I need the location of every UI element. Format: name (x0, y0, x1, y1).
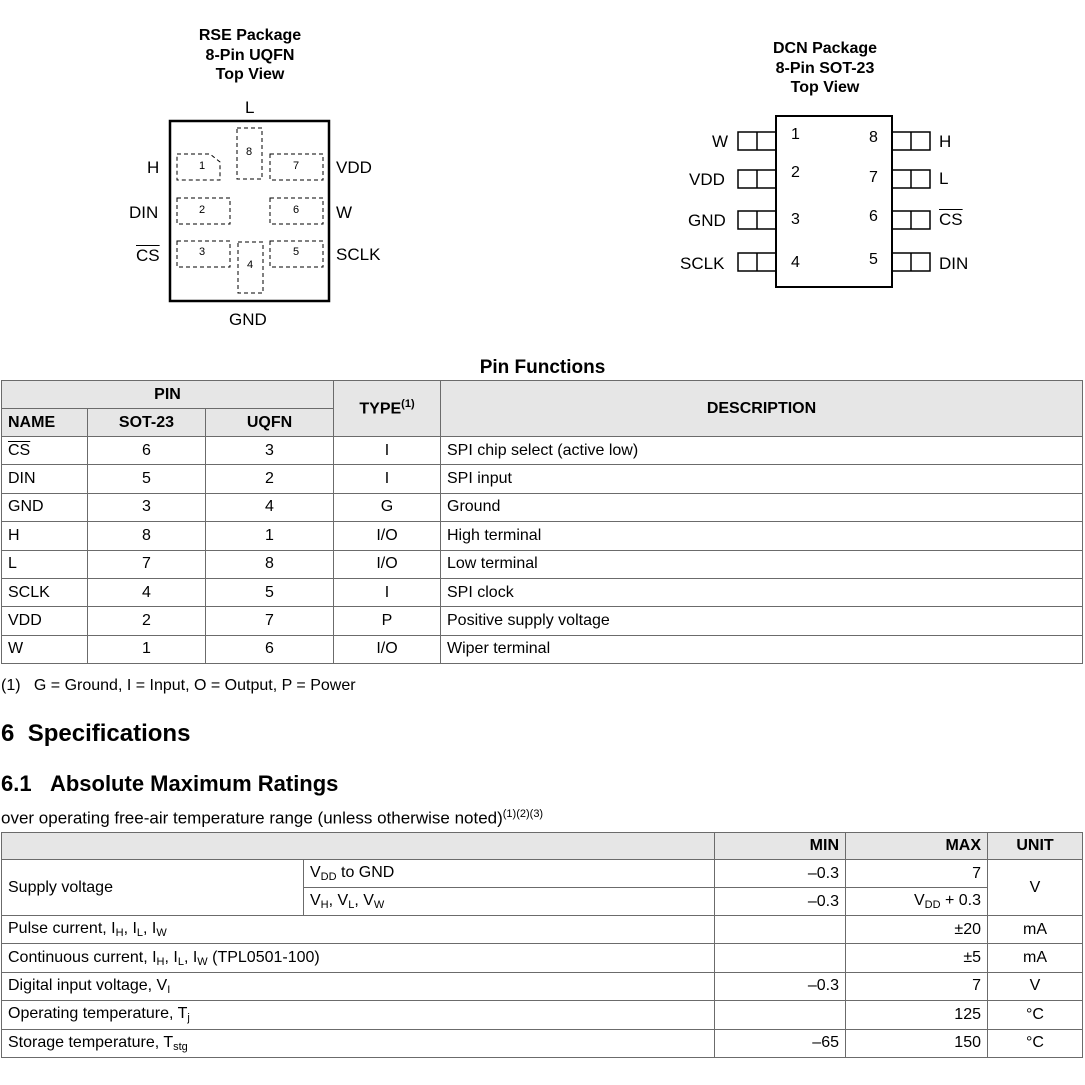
pad-number: 5 (293, 246, 300, 258)
min-cell: –0.3 (715, 888, 846, 916)
rse-pin-label: DIN (129, 203, 159, 222)
uqfn-cell: 2 (206, 465, 334, 493)
parameter-cell: Digital input voltage, $V_I$ (2, 972, 715, 1000)
sot23-cell: 6 (88, 437, 206, 465)
rse-pin-label: W (336, 203, 353, 222)
min-cell: –0.3 (715, 860, 846, 888)
max-cell: 7 (846, 972, 988, 1000)
description-cell: SPI input (441, 465, 1083, 493)
max-cell: ±5 (846, 944, 988, 972)
pad-number: 6 (293, 204, 300, 216)
parameter-cell: Continuous current, $I_H$, $I_L$, $I_W$ (TPL0501-100) (2, 944, 715, 972)
table-row (2, 522, 1083, 550)
sot23-cell: 8 (88, 522, 206, 550)
rse-pin-label: $\overline{CS}$ (136, 246, 160, 265)
pin-name-cell: L (2, 550, 88, 578)
table-row (2, 1029, 1083, 1057)
pin-name-cell: VDD (2, 607, 88, 635)
description-cell: High terminal (441, 522, 1083, 550)
uqfn-cell: 8 (206, 550, 334, 578)
unit-cell: °C (988, 1001, 1083, 1029)
parameter-header (2, 833, 715, 860)
rse-pin-label: VDD (336, 158, 372, 177)
uqfn-cell: 1 (206, 522, 334, 550)
pin-functions-footnote: (1) G = Ground, I = Input, O = Output, P = Power (1, 677, 356, 694)
pin-functions-table (1, 380, 1083, 664)
abs-max-table (1, 832, 1083, 1058)
sot23-cell: 5 (88, 465, 206, 493)
unit-cell: V (988, 860, 1083, 916)
unit-cell: °C (988, 1029, 1083, 1057)
sot23-cell: 3 (88, 493, 206, 521)
pin-name-cell: W (2, 635, 88, 663)
type-cell: I/O (334, 522, 441, 550)
table-row (2, 1001, 1083, 1029)
min-header: MIN (715, 833, 846, 860)
type-cell: I (334, 437, 441, 465)
min-cell: –65 (715, 1029, 846, 1057)
parameter-cell: Operating temperature, $T_j$ (2, 1001, 715, 1029)
unit-header: UNIT (988, 833, 1083, 860)
type-cell: G (334, 493, 441, 521)
pin-name-cell: H (2, 522, 88, 550)
parameter-cell: Pulse current, $I_H$, $I_L$, $I_W$ (2, 916, 715, 944)
min-cell (715, 1001, 846, 1029)
table-row (2, 550, 1083, 578)
rse-pin-label: GND (229, 310, 267, 329)
description-cell: Positive supply voltage (441, 607, 1083, 635)
sot23-cell: 7 (88, 550, 206, 578)
parameter-cell: Storage temperature, $T_{stg}$ (2, 1029, 715, 1057)
type-cell: I (334, 465, 441, 493)
table-row (2, 860, 1083, 888)
dcn-pin-label: SCLK (680, 254, 725, 273)
sot23-cell: 1 (88, 635, 206, 663)
pad-number: 7 (293, 160, 300, 172)
abs-max-subtitle: over operating free-air temperature range (unless otherwise noted)$^{(1)(2)(3)}$ (1, 808, 544, 828)
description-cell: Ground (441, 493, 1083, 521)
unit-cell: mA (988, 916, 1083, 944)
type-header: TYPE$^{(1)}$ (334, 381, 441, 437)
description-cell: SPI chip select (active low) (441, 437, 1083, 465)
table-row (2, 916, 1083, 944)
dcn-pin-number: 4 (791, 254, 800, 271)
unit-cell: mA (988, 944, 1083, 972)
pin-functions-title: Pin Functions (479, 357, 606, 378)
min-cell: –0.3 (715, 972, 846, 1000)
type-cell: I (334, 578, 441, 606)
description-cell: Low terminal (441, 550, 1083, 578)
uqfn-header: UQFN (206, 409, 334, 437)
description-header: DESCRIPTION (441, 381, 1083, 437)
uqfn-cell: 3 (206, 437, 334, 465)
table-row (2, 437, 1083, 465)
table-row (2, 607, 1083, 635)
max-header: MAX (846, 833, 988, 860)
pad-number: 2 (199, 204, 206, 216)
rse-package-title: RSE Package 8-Pin UQFN Top View (198, 27, 302, 83)
parameter-cell: $V_{DD}$ to GND (304, 860, 715, 888)
dcn-package-title: DCN Package 8-Pin SOT-23 Top View (772, 40, 878, 96)
pad-number: 8 (246, 146, 253, 158)
unit-cell: V (988, 972, 1083, 1000)
type-cell: I/O (334, 550, 441, 578)
max-cell: $V_{DD} + 0.3$ (846, 888, 988, 916)
max-cell: 150 (846, 1029, 988, 1057)
sot23-cell: 4 (88, 578, 206, 606)
dcn-pin-number: 1 (791, 126, 800, 143)
sot23-header: SOT-23 (88, 409, 206, 437)
pad-number: 4 (247, 259, 254, 271)
max-cell: ±20 (846, 916, 988, 944)
dcn-pin-number: 5 (869, 251, 878, 268)
uqfn-cell: 7 (206, 607, 334, 635)
pad-number: 1 (199, 160, 206, 172)
table-row (2, 972, 1083, 1000)
sot23-cell: 2 (88, 607, 206, 635)
dcn-pin-label: DIN (939, 254, 969, 273)
dcn-pin-number: 6 (869, 208, 878, 225)
min-cell (715, 944, 846, 972)
pin-name-cell: DIN (2, 465, 88, 493)
description-cell: Wiper terminal (441, 635, 1083, 663)
pin-name-cell: GND (2, 493, 88, 521)
supply-voltage-label: Supply voltage (2, 860, 304, 916)
dcn-pin-label: H (939, 132, 952, 151)
pin-name-cell: $\overline{CS}$ (2, 437, 88, 465)
dcn-package-diagram (700, 100, 960, 300)
table-row (2, 465, 1083, 493)
pin-name-cell: SCLK (2, 578, 88, 606)
pin-header: PIN (2, 381, 334, 409)
table-row (2, 635, 1083, 663)
min-cell (715, 916, 846, 944)
section-heading: 6 Specifications (1, 720, 191, 747)
subsection-heading: 6.1 Absolute Maximum Ratings (1, 771, 339, 796)
max-cell: 125 (846, 1001, 988, 1029)
type-cell: I/O (334, 635, 441, 663)
uqfn-cell: 6 (206, 635, 334, 663)
dcn-pin-number: 8 (869, 129, 878, 146)
table-row (2, 578, 1083, 606)
parameter-cell: $V_H$, $V_L$, $V_W$ (304, 888, 715, 916)
rse-pin-label: SCLK (336, 245, 381, 264)
dcn-pin-label: VDD (689, 170, 725, 189)
table-row (2, 944, 1083, 972)
rse-pin-label: L (245, 98, 255, 117)
dcn-pin-number: 7 (869, 169, 878, 186)
pad-number: 3 (199, 246, 206, 258)
dcn-pin-number: 2 (791, 164, 800, 181)
name-header: NAME (2, 409, 88, 437)
dcn-pin-number: 3 (791, 211, 800, 228)
description-cell: SPI clock (441, 578, 1083, 606)
type-cell: P (334, 607, 441, 635)
dcn-pin-label: GND (688, 211, 726, 230)
table-row (2, 493, 1083, 521)
uqfn-cell: 4 (206, 493, 334, 521)
dcn-pin-label: W (712, 132, 729, 151)
dcn-pin-label: $\overline{CS}$ (939, 210, 963, 229)
max-cell: 7 (846, 860, 988, 888)
dcn-pin-label: L (939, 169, 949, 188)
uqfn-cell: 5 (206, 578, 334, 606)
rse-pin-label: H (147, 158, 160, 177)
